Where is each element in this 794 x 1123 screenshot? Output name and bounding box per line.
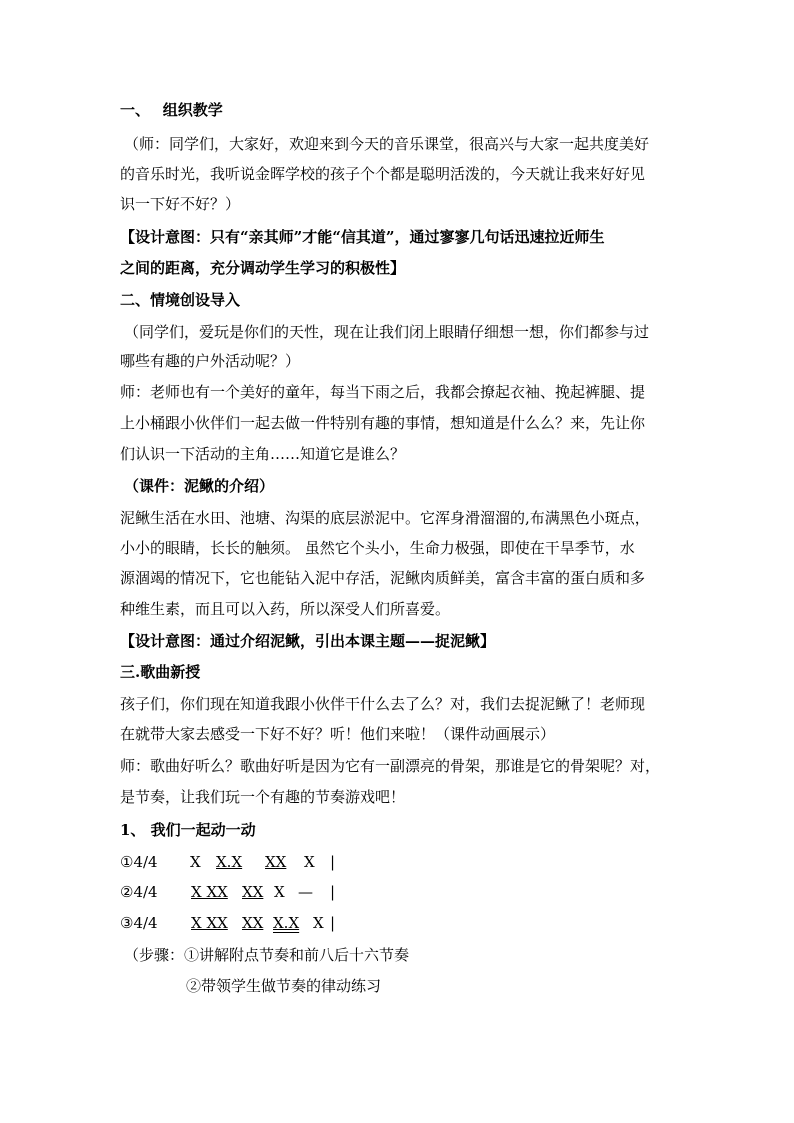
rhythm-note: XX (242, 883, 264, 901)
rhythm-note: X.X (273, 914, 300, 932)
rhythm-dash: — (298, 883, 313, 901)
design-intent-line: 【设计意图：通过介绍泥鳅，引出本课主题——捉泥鳅】 (120, 632, 496, 650)
rhythm-note: X XX (191, 914, 228, 932)
courseware-heading: （课件：泥鳅的介绍） (124, 477, 275, 495)
paragraph-line: 孩子们，你们现在知道我跟小伙伴干什么去了么？对，我们去捉泥鳅了！老师现 (120, 695, 646, 713)
paragraph-line: 小小的眼睛，长长的触须。 虽然它个头小，生命力极强，即使在干旱季节，水 (120, 539, 635, 557)
paragraph-line: 泥鳅生活在水田、池塘、沟渠的底层淤泥中。它浑身滑溜溜的,布满黑色小斑点， (120, 509, 650, 527)
paragraph-line: 师：歌曲好听么？歌曲好听是因为它有一副漂亮的骨架，那谁是它的骨架呢？对， (120, 757, 661, 775)
rhythm-note: X XX (191, 883, 228, 901)
paragraph-line: 识一下好不好？） (120, 195, 241, 213)
design-intent-line: 之间的距离，充分调动学生学习的积极性】 (120, 259, 406, 277)
rhythm-note: X.X (216, 853, 243, 871)
paragraph-line: （同学们，爱玩是你们的天性，现在让我们闭上眼睛仔细想一想，你们都参与过 (124, 323, 650, 341)
paragraph-line: 种维生素，而且可以入药，所以深受人们所喜爱。 (120, 600, 451, 618)
rhythm-note: XX (242, 914, 264, 932)
steps-line: ②带领学生做节奏的律动练习 (186, 977, 382, 995)
paragraph-line: 在就带大家去感受一下好不好？听！他们来啦！（课件动画展示） (120, 725, 556, 743)
paragraph-line: 师：老师也有一个美好的童年，每当下雨之后，我都会撩起衣袖、挽起裤腿、提 (120, 383, 646, 401)
paragraph-line: 是节奏，让我们玩一个有趣的节奏游戏吧！ (120, 788, 406, 806)
rhythm-note: XX (265, 853, 287, 871)
paragraph-line: 哪些有趣的户外活动呢？） (120, 352, 301, 370)
rhythm-label: ①4/4 (120, 853, 158, 871)
paragraph-line: 源涸竭的情况下，它也能钻入泥中存活，泥鳅肉质鲜美，富含丰富的蛋白质和多 (120, 569, 646, 587)
rhythm-note: X (313, 914, 324, 932)
barline: | (330, 853, 336, 871)
steps-line: （步骤：①讲解附点节奏和前八后十六节奏 (124, 946, 410, 964)
paragraph-line: 们认识一下活动的主角……知道它是谁么？ (120, 445, 406, 463)
paragraph-line: 上小桶跟小伙伴们一起去做一件特别有趣的事情，想知道是什么么？来，先让你 (120, 414, 646, 432)
rhythm-label: ③4/4 (120, 914, 158, 932)
subheading-move-together: 1、 我们一起动一动 (120, 821, 256, 839)
barline: | (330, 914, 336, 932)
heading-new-song: 三.歌曲新授 (120, 663, 201, 681)
rhythm-note: X (304, 853, 315, 871)
heading-organize-teaching: 一、 组织教学 (120, 101, 223, 119)
heading-situation-intro: 二、情境创设导入 (120, 291, 241, 309)
paragraph-line: 的音乐时光，我听说金晖学校的孩子个个都是聪明活泼的，今天就让我来好好见 (120, 165, 646, 183)
rhythm-note: X (190, 853, 201, 871)
design-intent-line: 【设计意图：只有“亲其师”才能“信其道”，通过寥寥几句话迅速拉近师生 (120, 228, 605, 246)
paragraph-line: （师：同学们，大家好，欢迎来到今天的音乐课堂，很高兴与大家一起共度美好 (124, 135, 650, 153)
rhythm-label: ②4/4 (120, 883, 158, 901)
rhythm-note: X (274, 883, 285, 901)
barline: | (330, 883, 336, 901)
